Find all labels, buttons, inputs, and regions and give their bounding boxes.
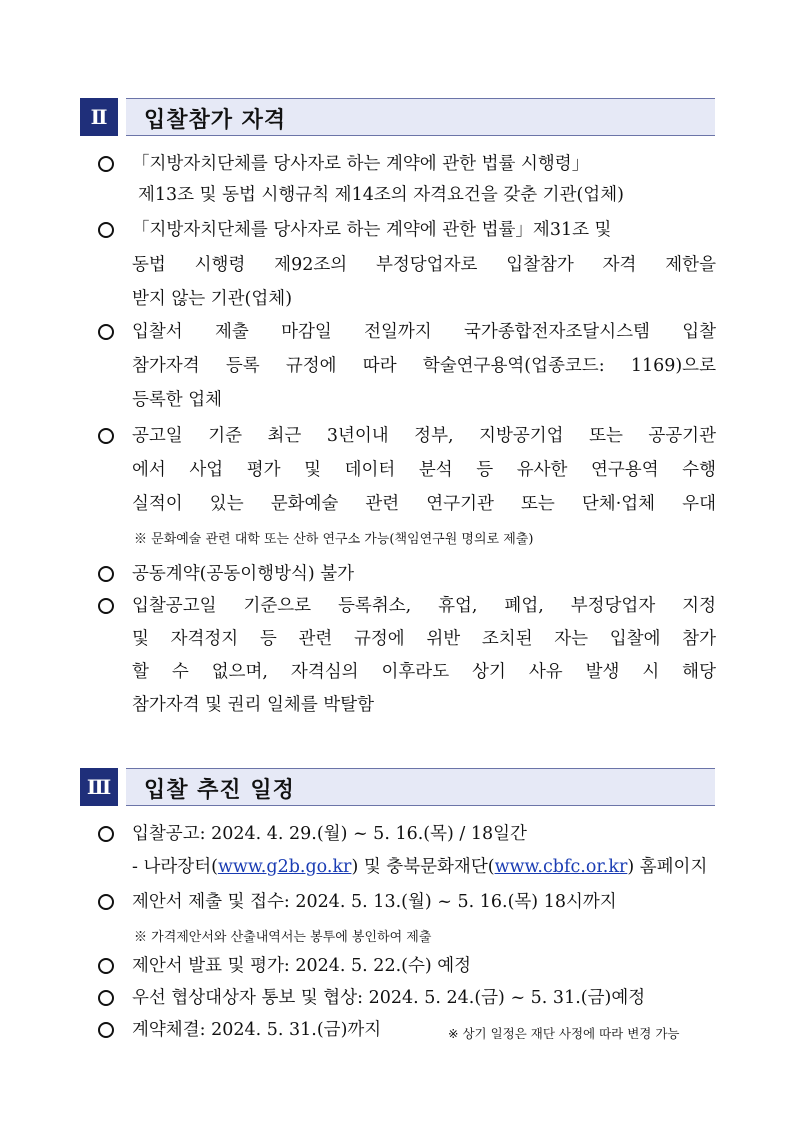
item-line: 제안서 제출 및 접수: 2024. 5. 13.(월) ~ 5. 16.(목) 18시까지 — [132, 892, 617, 912]
item-line: 에서 사업 평가 및 데이터 분석 등 유사한 연구용역 수행 — [132, 460, 716, 480]
circle-bullet-icon — [98, 156, 114, 172]
item-sub-line — [132, 855, 707, 879]
circle-bullet-icon — [98, 598, 114, 614]
item-line: 참가자격 및 권리 일체를 박탈함 — [132, 695, 375, 715]
item-line: 참가자격 등록 규정에 따라 학술연구용역(업종코드: 1169)으로 — [132, 356, 716, 376]
section-3-header — [80, 768, 715, 806]
section-number: Ⅲ — [80, 768, 118, 806]
item-line: 받지 않는 기관(업체) — [132, 289, 293, 309]
item-line: 공동계약(공동이행방식) 불가 — [132, 564, 355, 584]
item-line: 제안서 발표 및 평가: 2024. 5. 22.(수) 예정 — [132, 956, 472, 976]
section-title: 입찰 추진 일정 — [144, 778, 295, 803]
section-number: Ⅱ — [80, 98, 118, 136]
g2b-link[interactable]: www.g2b.go.kr — [217, 857, 352, 877]
item-line: 및 자격정지 등 관련 규정에 위반 조치된 자는 입찰에 참가 — [132, 629, 716, 649]
sub-text: ) 및 충북문화재단( — [351, 857, 495, 877]
circle-bullet-icon — [98, 1022, 114, 1038]
circle-bullet-icon — [98, 222, 114, 238]
circle-bullet-icon — [98, 826, 114, 842]
cbfc-link[interactable]: www.cbfc.or.kr — [494, 857, 628, 877]
section-title: 입찰참가 자격 — [144, 108, 287, 133]
sub-text: - 나라장터( — [132, 857, 218, 877]
item-line: 입찰공고일 기준으로 등록취소, 휴업, 폐업, 부정당업자 지정 — [132, 596, 716, 616]
circle-bullet-icon — [98, 958, 114, 974]
circle-bullet-icon — [98, 428, 114, 444]
item-line: 공고일 기준 최근 3년이내 정부, 지방공기업 또는 공공기관 — [132, 426, 716, 446]
item-line: 제13조 및 동법 시행규칙 제14조의 자격요건을 갖춘 기관(업체) — [138, 185, 624, 205]
item-line: 「지방자치단체를 당사자로 하는 계약에 관한 법률」제31조 및 — [132, 220, 612, 240]
item-line: 계약체결: 2024. 5. 31.(금)까지 — [132, 1020, 382, 1040]
item-line: 동법 시행령 제92조의 부정당업자로 입찰참가 자격 제한을 — [132, 255, 716, 275]
section-title-bar — [126, 98, 715, 136]
item-line: 등록한 업체 — [132, 390, 223, 410]
item-note: ※ 상기 일정은 재단 사정에 따라 변경 가능 — [448, 1026, 680, 1041]
item-note: ※ 가격제안서와 산출내역서는 봉투에 봉인하여 제출 — [134, 930, 432, 945]
circle-bullet-icon — [98, 566, 114, 582]
item-line: 실적이 있는 문화예술 관련 연구기관 또는 단체·업체 우대 — [132, 494, 716, 514]
sub-text: ) 홈페이지 — [627, 857, 708, 877]
item-line: 할 수 없으며, 자격심의 이후라도 상기 사유 발생 시 해당 — [132, 662, 716, 682]
item-line: 「지방자치단체를 당사자로 하는 계약에 관한 법률 시행령」 — [132, 154, 590, 174]
circle-bullet-icon — [98, 990, 114, 1006]
section-title-bar — [126, 768, 715, 806]
circle-bullet-icon — [98, 324, 114, 340]
item-line: 우선 협상대상자 통보 및 협상: 2024. 5. 24.(금) ~ 5. 31.(금)예정 — [132, 988, 646, 1008]
item-note: ※ 문화예술 관련 대학 또는 산하 연구소 가능(책임연구원 명의로 제출) — [134, 532, 534, 547]
item-line: 입찰공고: 2024. 4. 29.(월) ~ 5. 16.(목) / 18일간 — [132, 824, 527, 844]
item-line: 입찰서 제출 마감일 전일까지 국가종합전자조달시스템 입찰 — [132, 322, 716, 342]
section-2-header — [80, 98, 715, 136]
circle-bullet-icon — [98, 894, 114, 910]
